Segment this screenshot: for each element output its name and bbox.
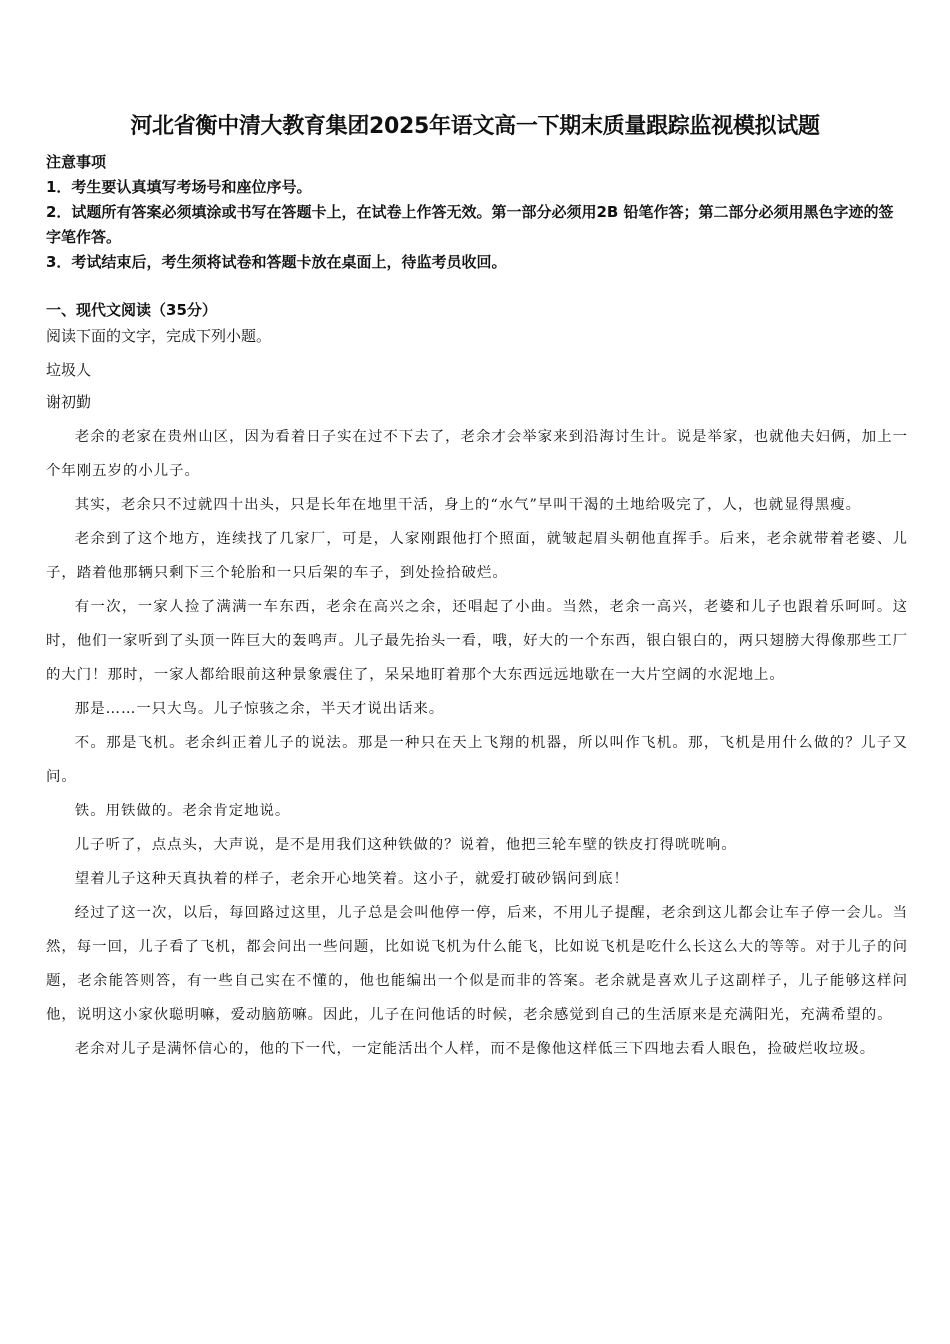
section-instruction: 阅读下面的文字，完成下列小题。 [46,327,272,345]
article-paragraph: 不。那是飞机。老余纠正着儿子的说法。那是一种只在天上飞翔的机器，所以叫作飞机。那，飞机是用什么做的？儿子又问。 [46,735,908,785]
article-paragraph: 铁。用铁做的。老余肯定地说。 [74,803,291,819]
article-paragraph: 老余的老家在贵州山区，因为看着日子实在过不下去了，老余才会举家来到沿海讨生计。说是举家，也就他夫妇俩，加上一个年刚五岁的小儿子。 [46,429,908,479]
article-paragraph: 儿子听了，点点头，大声说，是不是用我们这种铁做的？说着，他把三轮车壁的铁皮打得咣咣响。 [74,837,737,853]
article-paragraph: 望着儿子这种天真执着的样子，老余开心地笑着。这小子，就爱打破砂锅问到底！ [74,871,629,887]
article-author: 谢初勤 [46,393,92,411]
article-paragraph: 其实，老余只不过就四十出头，只是长年在地里干活，身上的“水气”早叫干渴的土地给吸完了，人，也就显得黑瘦。 [74,497,862,513]
notice-heading: 注意事项 [46,153,107,171]
article-paragraph: 老余到了这个地方，连续找了几家厂，可是，人家刚跟他打个照面，就皱起眉头朝他直挥手。后来，老余就带着老婆、儿子，踏着他那辆只剩下三个轮胎和一只后架的车子，到处捡拾破烂。 [46,531,908,581]
article-paragraph: 经过了这一次，以后，每回路过这里，儿子总是会叫他停一停，后来，不用儿子提醒，老余到这儿都会让车子停一会儿。当然，每一回，儿子看了飞机，都会问出一些问题，比如说飞机为什么能飞，比如说飞机是吃什么长这么大的等等。对于儿子的问题，老余能答则答，有一些自己实在不懂的，他也能编出一个似是而非的答案。老余就是喜欢儿子这副样子，儿子能够这样问他，说明这小家伙聪明嘛，爱动脑筋嘛。因此，儿子在问他话的时候，老余感觉到自己的生活原来是充满阳光，充满希望的。 [46,905,908,1023]
article-paragraph: 老余对儿子是满怀信心的，他的下一代，一定能活出个人样，而不是像他这样低三下四地去看人眼色，捡破烂收垃圾。 [74,1041,876,1057]
article-paragraph: 那是……一只大鸟。儿子惊骇之余，半天才说出话来。 [74,701,445,717]
article-body [46,420,908,1066]
section-heading: 一、现代文阅读（35分） [46,301,217,319]
notice-item: 2．试题所有答案必须填涂或书写在答题卡上，在试卷上作答无效。第一部分必须用2B 铅笔作答；第二部分必须用黑色字迹的签字笔作答。 [46,203,894,246]
article-title: 垃圾人 [46,361,92,379]
exam-title: 河北省衡中清大教育集团2025年语文高一下期末质量跟踪监视模拟试题 [130,114,820,139]
notice-block [46,150,908,275]
notice-item: 3．考试结束后，考生须将试卷和答题卡放在桌面上，待监考员收回。 [46,253,507,271]
article-paragraph: 有一次，一家人捡了满满一车东西，老余在高兴之余，还唱起了小曲。当然，老余一高兴，老婆和儿子也跟着乐呵呵。这时，他们一家听到了头顶一阵巨大的轰鸣声。儿子最先抬头一看，哦，好大的一个东西，银白银白的，两只翅膀大得像那些工厂的大门！那时，一家人都给眼前这种景象震住了，呆呆地盯着那个大东西远远地歇在一大片空阔的水泥地上。 [46,599,908,683]
notice-item: 1．考生要认真填写考场号和座位序号。 [46,178,312,196]
